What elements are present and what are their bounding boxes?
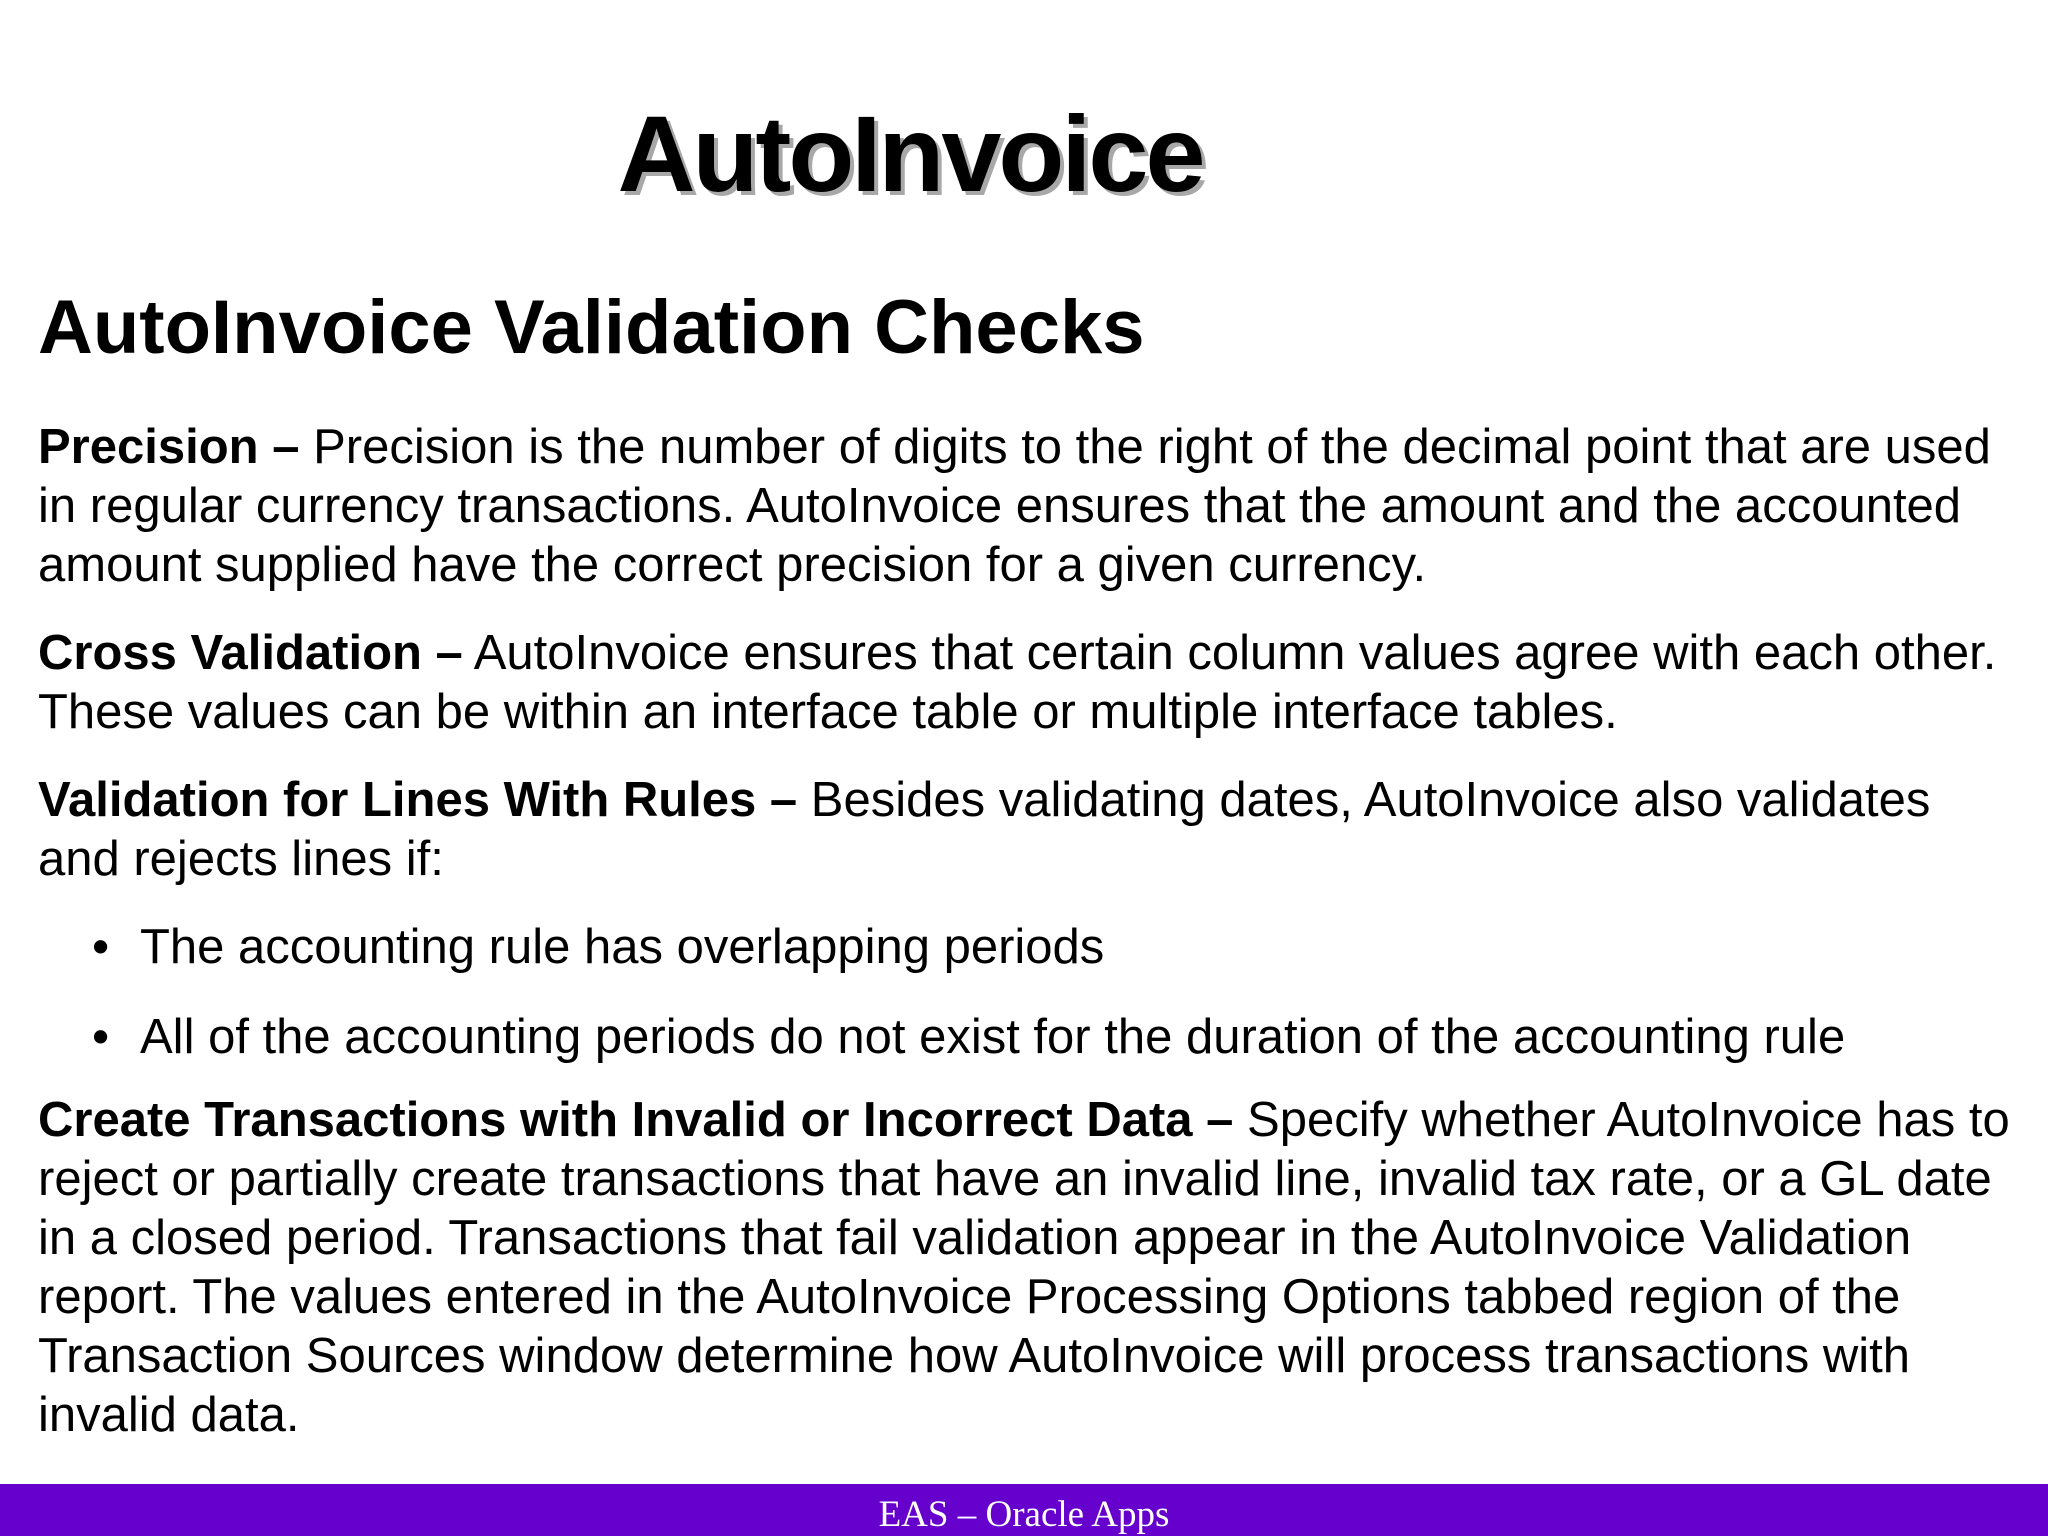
slide-body	[38, 418, 2013, 1474]
bullet-list	[38, 918, 2013, 1067]
text-invalid-data: Specify whether AutoInvoice has to reject or partially create transactions that have an invalid line, invalid tax rate, or a GL date in a closed period. Transactions that fail validation appear in the AutoInvoice Validation report. The values entered in the AutoInvoice Processing Options tabbed region of the Transaction Sources window determine how AutoInvoice will process transactions with invalid data.	[38, 1093, 2010, 1442]
bullet-text: All of the accounting periods do not exist for the duration of the accounting rule	[140, 1010, 1846, 1064]
paragraph-precision	[38, 418, 2013, 595]
text-precision: Precision is the number of digits to the right of the decimal point that are used in regular currency transactions. AutoInvoice ensures that the amount and the accounted amount supplied have the correct precision for a given currency.	[38, 420, 1991, 592]
bullet-item	[38, 1008, 2013, 1067]
section-heading: AutoInvoice Validation Checks	[38, 285, 1145, 370]
bullet-item	[38, 918, 2013, 977]
term-lines-with-rules: Validation for Lines With Rules –	[38, 773, 798, 827]
footer-text: EAS – Oracle Apps	[878, 1494, 1170, 1535]
paragraph-lines-with-rules	[38, 771, 2013, 889]
bullet-text: The accounting rule has overlapping periods	[140, 920, 1105, 974]
bullet-icon: •	[92, 920, 110, 974]
text-cross-validation: AutoInvoice ensures that certain column values agree with each other. These values can be within an interface table or multiple interface tables.	[38, 626, 1997, 739]
paragraph-invalid-data	[38, 1091, 2013, 1445]
term-invalid-data: Create Transactions with Invalid or Incorrect Data –	[38, 1093, 1234, 1147]
slide-title: AutoInvoice	[617, 93, 1203, 214]
bullet-icon: •	[92, 1010, 110, 1064]
paragraph-cross-validation	[38, 624, 2013, 742]
term-precision: Precision –	[38, 420, 300, 474]
footer-bar	[0, 1484, 2048, 1536]
text-lines-with-rules: Besides validating dates, AutoInvoice also validates and rejects lines if:	[38, 773, 1931, 886]
term-cross-validation: Cross Validation –	[38, 626, 463, 680]
